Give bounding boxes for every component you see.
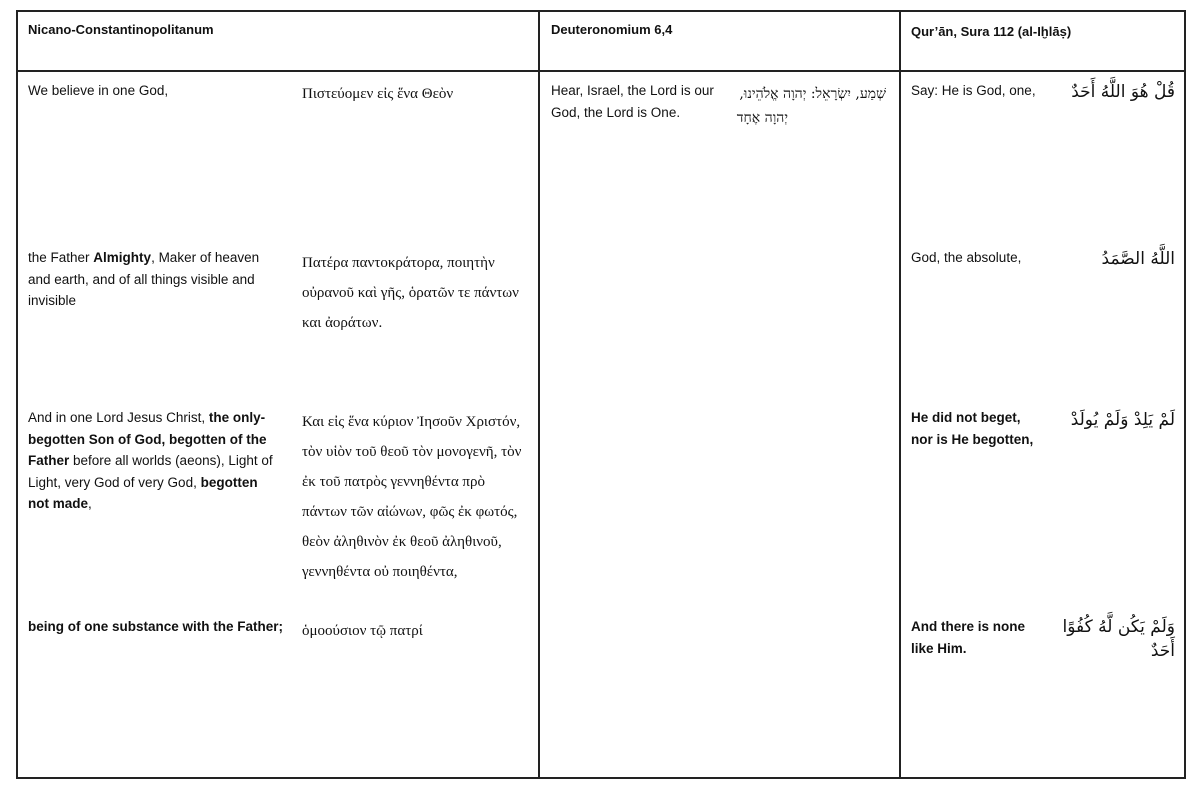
header-quran: Qur’ān, Sura 112 (al-Iḫlāṣ) (911, 24, 1072, 39)
nicene-english-segment: We believe in one God, (28, 83, 169, 98)
nicene-english-segment: , (88, 496, 92, 511)
nicene-english-segment: Almighty (93, 250, 152, 265)
deuteronomy-hebrew-line1: שְׁמַע, יִשְׂרָאֵל: יְהוָה אֱלֹהֵינוּ, (739, 86, 886, 102)
nicene-english-1 (28, 80, 278, 102)
nicene-english-segment: begotten not made (28, 474, 258, 511)
header-deuteronomy: Deuteronomium 6,4 (551, 22, 673, 37)
quran-english-3: He did not beget, nor is He begotten, (911, 410, 1034, 447)
table-frame (16, 10, 1186, 779)
nicene-english-4 (28, 616, 288, 638)
nicene-english-segment: , Maker of heaven and earth, and of all things visible and invisible (28, 250, 260, 308)
nicene-english-segment: before all worlds (aeons), Light of Light, very God of very God, (28, 453, 273, 490)
deuteronomy-hebrew-line2: יְהוָה אֶחָד (736, 110, 788, 126)
deuteronomy-english: Hear, Israel, the Lord is our God, the Lord is One. (551, 83, 714, 120)
nicene-english-2 (28, 247, 278, 312)
quran-english-1: Say: He is God, one, (911, 83, 1036, 98)
quran-english-2: God, the absolute, (911, 250, 1022, 265)
nicene-english-segment: the Father (28, 250, 94, 265)
quran-arabic-1: قُلْ هُوَ اللَّهُ أَحَدٌ (1071, 82, 1175, 102)
column-divider (899, 10, 901, 779)
quran-english-4: And there is none like Him. (911, 619, 1026, 656)
nicene-english-segment: being of one substance with the Father; (28, 619, 284, 634)
header-row-divider (16, 70, 1186, 72)
nicene-english-3 (28, 407, 278, 515)
quran-arabic-4: وَلَمْ يَكُن لَّهُ كُفُوًا أَحَدٌ (1062, 617, 1175, 661)
quran-arabic-3: لَمْ يَلِدْ وَلَمْ يُولَدْ (1070, 410, 1175, 430)
nicene-english-segment: the only-begotten Son of God, begotten of the Father (28, 410, 267, 468)
nicene-english-segment: And in one Lord Jesus Christ, (28, 410, 209, 425)
nicene-greek-3: Και εἰς ἕνα κύριον Ἰησοῦν Χριστόν, τὸν υἱὸν τοῦ θεοῦ τὸν μονογενῆ, τὸν ἐκ τοῦ πατρὸς γεννηθέντα πρὸ πάντων τῶν αἰώνων, φῶς ἐκ φωτός, θεὸν ἀληθινὸν ἐκ θεοῦ ἀληθινοῦ, γεννηθέντα οὐ ποιηθέντα, (302, 414, 522, 580)
header-nicene: Nicano-Constantinopolitanum (28, 22, 214, 37)
nicene-greek-2: Πατέρα παντοκράτορα, ποιητὴν οὐρανοῦ καὶ γῆς, ὁρατῶν τε πάντων και ἀοράτων. (302, 255, 519, 331)
nicene-greek-4: ὁμοούσιον τῷ πατρί (302, 623, 423, 639)
nicene-greek-1: Πιστεύομεν εἰς ἕνα Θεὸν (302, 86, 454, 102)
column-divider (538, 10, 540, 779)
quran-arabic-2: اللَّهُ الصَّمَدُ (1101, 249, 1175, 269)
